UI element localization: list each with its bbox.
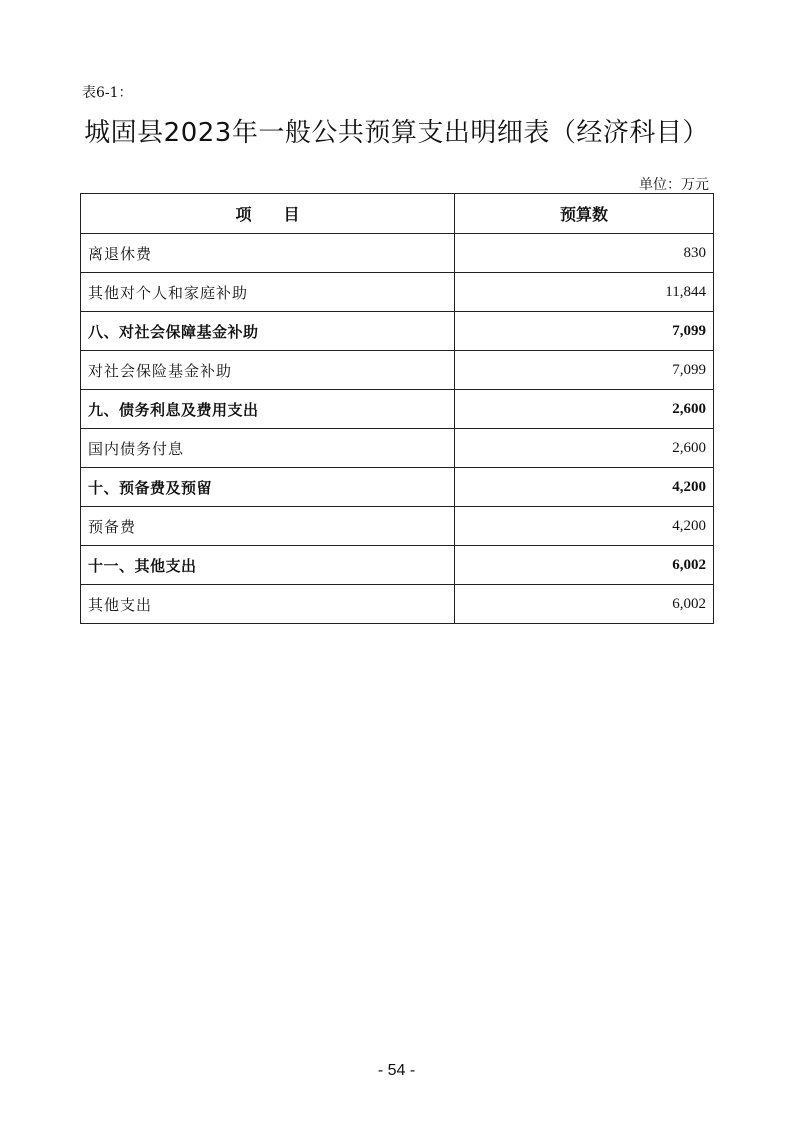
row-amount: 7,099 — [455, 351, 714, 390]
table-row — [81, 351, 714, 390]
unit-label: 单位：万元 — [639, 177, 709, 193]
row-item: 对社会保险基金补助 — [81, 351, 455, 390]
row-amount: 830 — [455, 234, 714, 273]
row-amount: 4,200 — [455, 468, 714, 507]
table-row — [81, 429, 714, 468]
row-amount: 7,099 — [455, 312, 714, 351]
row-item: 十、预备费及预留 — [81, 468, 455, 507]
row-item: 其他对个人和家庭补助 — [81, 273, 455, 312]
table-row — [81, 312, 714, 351]
table-row — [81, 468, 714, 507]
row-amount: 6,002 — [455, 546, 714, 585]
table-row — [81, 585, 714, 624]
row-amount: 4,200 — [455, 507, 714, 546]
row-item: 其他支出 — [81, 585, 455, 624]
row-item: 预备费 — [81, 507, 455, 546]
row-amount: 2,600 — [455, 429, 714, 468]
table-label: 表6-1： — [82, 85, 133, 101]
table-row — [81, 273, 714, 312]
row-amount: 2,600 — [455, 390, 714, 429]
table-row — [81, 546, 714, 585]
row-item: 国内债务付息 — [81, 429, 455, 468]
row-amount: 6,002 — [455, 585, 714, 624]
table-row — [81, 390, 714, 429]
row-item: 十一、其他支出 — [81, 546, 455, 585]
table-body — [81, 234, 714, 624]
table-row — [81, 234, 714, 273]
table-row — [81, 507, 714, 546]
page-number: - 54 - — [377, 1062, 416, 1079]
row-item: 离退休费 — [81, 234, 455, 273]
row-item: 八、对社会保障基金补助 — [81, 312, 455, 351]
row-item: 九、债务利息及费用支出 — [81, 390, 455, 429]
column-header-amount: 预算数 — [455, 194, 714, 234]
budget-table — [80, 193, 714, 624]
row-amount: 11,844 — [455, 273, 714, 312]
column-header-item: 项 目 — [81, 194, 455, 234]
document-title: 城固县2023年一般公共预算支出明细表（经济科目） — [84, 118, 709, 148]
table-header-row — [81, 194, 714, 234]
